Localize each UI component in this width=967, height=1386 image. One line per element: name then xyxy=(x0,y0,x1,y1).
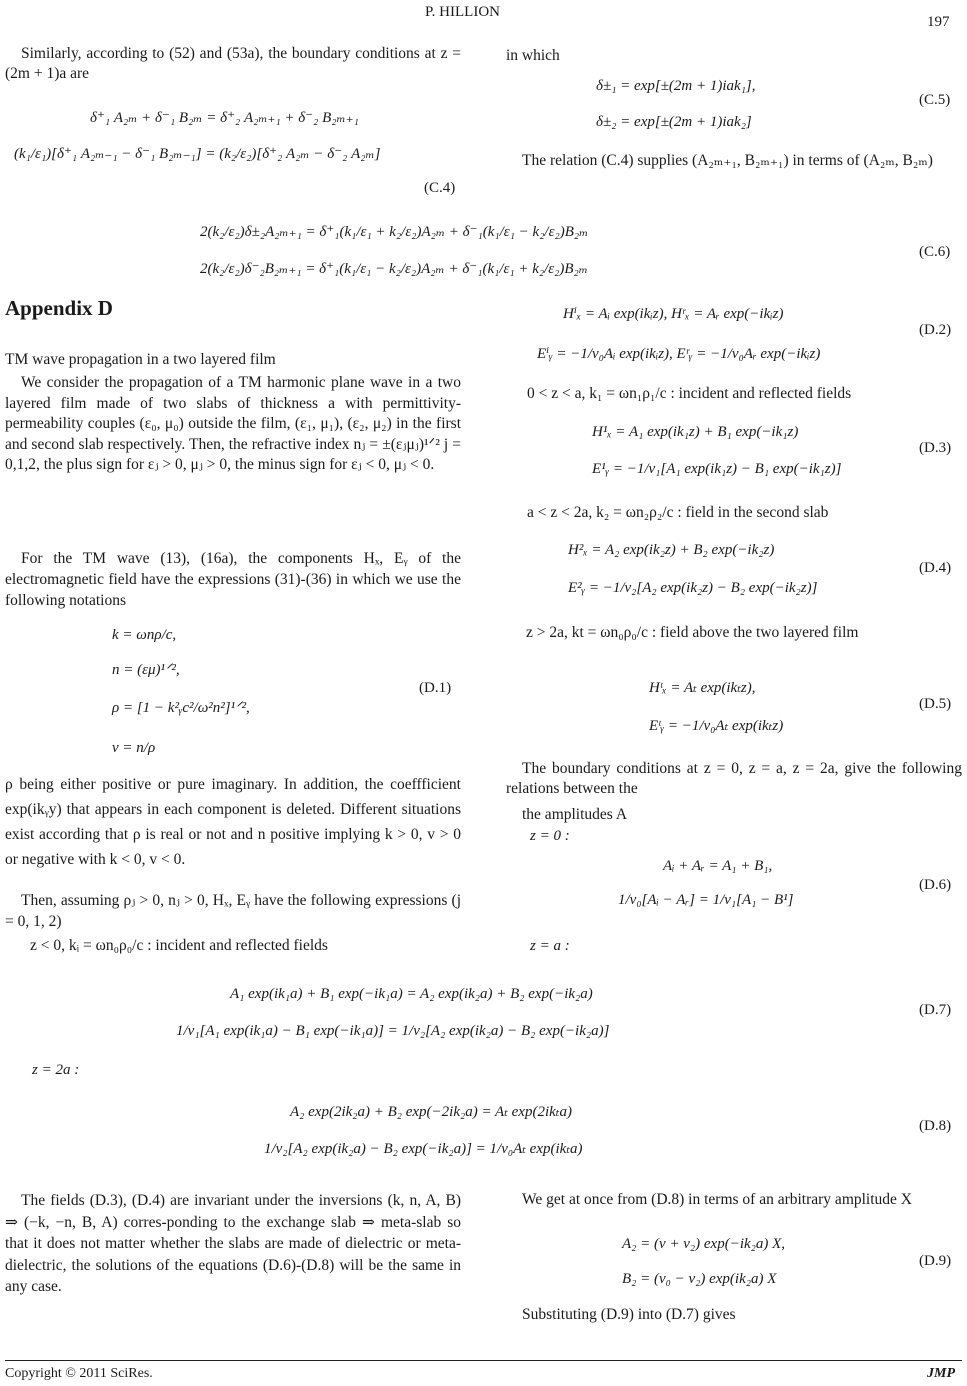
eq-d9-label: (D.9) xyxy=(919,1253,952,1269)
line-above-film: z > 2a, kt = ωn₀ρ₀/c : field above the two layered film xyxy=(526,624,859,641)
text-in-which: in which xyxy=(506,47,560,64)
eq-d6-line1: Aᵢ + Aᵣ = A₁ + B₁, xyxy=(663,858,773,874)
eq-d8-line1: A₂ exp(2ik₂a) + B₂ exp(−2ik₂a) = Aₜ exp(2ikₜa) xyxy=(290,1104,572,1120)
eq-d3-line1: H¹ₓ = A₁ exp(ik₁z) + B₁ exp(−ik₁z) xyxy=(592,424,799,440)
eq-d5-line1: Hᵗₓ = Aₜ exp(ikₜz), xyxy=(649,680,756,696)
eq-d2-line2: Eⁱᵧ = −1/v₀Aᵢ exp(ikᵢz), Eʳᵧ = −1/v₀Aᵣ exp(−ikᵢz) xyxy=(537,346,821,362)
para-arbitrary-amplitude: We get at once from (D.8) in terms of an arbitrary amplitude X xyxy=(522,1191,912,1208)
eq-d7-line1: A₁ exp(ik₁a) + B₁ exp(−ik₁a) = A₂ exp(ik₂a) + B₂ exp(−ik₂a) xyxy=(230,986,593,1002)
para-substituting: Substituting (D.9) into (D.7) gives xyxy=(522,1306,736,1323)
eq-c4-line1: δ⁺₁ A₂ₘ + δ⁻₁ B₂ₘ = δ⁺₂ A₂ₘ₊₁ + δ⁻₂ B₂ₘ₊₁ xyxy=(90,110,359,126)
footer-copyright: Copyright © 2011 SciRes. xyxy=(5,1366,153,1381)
eq-c5-line2: δ±₂ = exp[±(2m + 1)iak₂] xyxy=(596,114,752,130)
eq-d1-line2: n = (εμ)¹ᐟ², xyxy=(112,662,180,678)
eq-d3-label: (D.3) xyxy=(919,440,952,456)
eq-d3-line2: E¹ᵧ = −1/v₁[A₁ exp(ik₁z) − B₁ exp(−ik₁z)] xyxy=(592,461,842,477)
para-assuming: Then, assuming ρⱼ > 0, nⱼ > 0, Hₓ, Eᵧ have the following expressions (j = 0, 1, 2) xyxy=(5,892,461,930)
eq-d1-line4: v = n/ρ xyxy=(112,740,156,756)
eq-d4-label: (D.4) xyxy=(919,560,952,576)
eq-d9-line1: A₂ = (v + v₂) exp(−ik₂a) X, xyxy=(622,1236,786,1252)
running-title: P. HILLION xyxy=(425,4,500,20)
eq-d4-line1: H²ₓ = A₂ exp(ik₂z) + B₂ exp(−ik₂z) xyxy=(568,542,775,558)
page-number: 197 xyxy=(927,14,950,30)
eq-d2-line1: Hⁱₓ = Aᵢ exp(ikᵢz), Hʳₓ = Aᵣ exp(−ikᵢz) xyxy=(563,306,784,322)
eq-d8-line2: 1/v₂[A₂ exp(ik₂a) − B₂ exp(−ik₂a)] = 1/v₀Aₜ exp(ikₜa) xyxy=(264,1141,583,1157)
eq-c4-line2: (k₁/ε₁)[δ⁺₁ A₂ₘ₋₁ − δ⁻₁ B₂ₘ₋₁] = (k₂/ε₂)[δ⁺₂ A₂ₘ − δ⁻₂ A₂ₘ] xyxy=(14,146,381,162)
eq-d7-line2: 1/v₁[A₁ exp(ik₁a) − B₁ exp(−ik₁a)] = 1/v₂[A₂ exp(ik₂a) − B₂ exp(−ik₂a)] xyxy=(176,1023,610,1039)
line-incident: z < 0, kᵢ = ωn₀ρ₀/c : incident and reflected fields xyxy=(30,937,328,954)
label-za: z = a : xyxy=(530,938,570,954)
para-components: For the TM wave (13), (16a), the components Hₓ, Eᵧ of the electromagnetic field have the expressions (31)-(36) in which we use the following notations xyxy=(5,550,461,609)
appendix-subheading: TM wave propagation in a two layered film xyxy=(5,351,276,368)
eq-c4-label: (C.4) xyxy=(424,180,456,196)
eq-c5-line1: δ±₁ = exp[±(2m + 1)iak₁], xyxy=(596,78,756,94)
eq-d1-line1: k = ωnρ/c, xyxy=(112,627,177,643)
eq-d8-label: (D.8) xyxy=(919,1118,952,1134)
text-amplitudes: the amplitudes A xyxy=(522,806,628,823)
eq-d6-line2: 1/v₀[Aᵢ − Aᵣ] = 1/v₁[A₁ − B¹] xyxy=(618,892,794,908)
eq-c5-label: (C.5) xyxy=(919,92,951,108)
para-boundary-relations: The boundary conditions at z = 0, z = a, z = 2a, give the following relations between the xyxy=(506,760,962,797)
para-relation-c4: The relation (C.4) supplies (A₂ₘ₊₁, B₂ₘ₊₁) in terms of (A₂ₘ, B₂ₘ) xyxy=(522,152,933,169)
footer-journal: JMP xyxy=(927,1366,955,1381)
para-boundary-conditions: Similarly, according to (52) and (53a), the boundary conditions at z = (2m + 1)a are xyxy=(5,45,461,82)
eq-d5-label: (D.5) xyxy=(919,696,952,712)
eq-d7-label: (D.7) xyxy=(919,1002,952,1018)
para-invariance: The fields (D.3), (D.4) are invariant under the inversions (k, n, A, B) ⇒ (−k, −n, B, A) corres-ponding to the exchange slab ⇒ meta-slab so that it does not matter whether the slabs are made of dielectric or meta-dielectric, the solutions of the equations (D.6)-(D.8) will be the same in any case. xyxy=(5,1192,461,1295)
line-first-slab: 0 < z < a, k₁ = ωn₁ρ₁/c : incident and reflected fields xyxy=(527,385,852,402)
appendix-heading: Appendix D xyxy=(5,296,113,320)
line-second-slab: a < z < 2a, k₂ = ωn₂ρ₂/c : field in the second slab xyxy=(527,504,829,521)
para-rho: ρ being either positive or pure imaginary. In addition, the coeffficient exp(ikᵧy) that appears in each component is deleted. Different situations exist according that ρ is real or not and n positive implying k > 0, v > 0 or negative with k < 0, v < 0. xyxy=(5,776,461,868)
eq-d9-line2: B₂ = (v₀ − v₂) exp(ik₂a) X xyxy=(622,1271,777,1287)
label-z2a: z = 2a : xyxy=(32,1062,80,1078)
eq-c6-line2: 2(k₂/ε₂)δ⁻₂B₂ₘ₊₁ = δ⁺₁(k₁/ε₁ − k₂/ε₂)A₂ₘ + δ⁻₁(k₁/ε₁ + k₂/ε₂)B₂ₘ xyxy=(200,261,588,277)
eq-d4-line2: E²ᵧ = −1/v₂[A₂ exp(ik₂z) − B₂ exp(−ik₂z)] xyxy=(568,580,818,596)
eq-c6-line1: 2(k₂/ε₂)δ±₂A₂ₘ₊₁ = δ⁺₁(k₁/ε₁ + k₂/ε₂)A₂ₘ + δ⁻₁(k₁/ε₁ − k₂/ε₂)B₂ₘ xyxy=(200,224,589,240)
eq-c6-label: (C.6) xyxy=(919,244,951,260)
eq-d1-label: (D.1) xyxy=(419,680,452,696)
eq-d6-label: (D.6) xyxy=(919,877,952,893)
footer-rule xyxy=(5,1360,962,1361)
eq-d5-line2: Eᵗᵧ = −1/v₀Aₜ exp(ikₜz) xyxy=(649,718,784,734)
label-z0: z = 0 : xyxy=(530,828,570,844)
eq-d1-line3: ρ = [1 − k²ᵧc²/ω²n²]¹ᐟ², xyxy=(112,700,250,716)
para-tm-wave: We consider the propagation of a TM harmonic plane wave in a two layered film made of two slabs of thickness a with permittivity-permeability couples (ε₀, μ₀) outside the film, (ε₁, μ₁), (ε₂, μ₂) in the first and second slab respectively. Then, the refractive index nⱼ = ±(εⱼμⱼ)¹ᐟ² j = 0,1,2, the plus sign for εⱼ > 0, μⱼ > 0, the minus sign for εⱼ < 0, μⱼ < 0. xyxy=(5,374,461,473)
eq-d2-label: (D.2) xyxy=(919,322,952,338)
